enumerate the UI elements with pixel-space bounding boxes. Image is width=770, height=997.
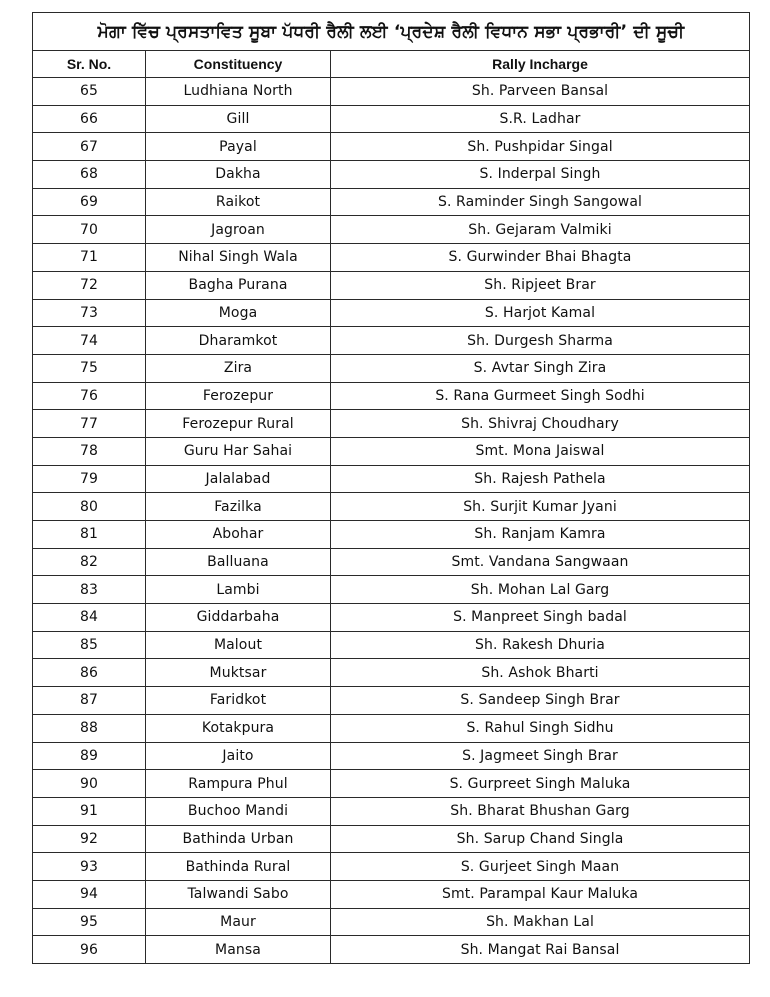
table-row [33,465,750,493]
rally-incharge-cell: Sh. Bharat Bhushan Garg [331,797,750,825]
rally-incharge-cell: Sh. Mangat Rai Bansal [331,936,750,964]
constituency-cell: Gill [146,105,331,133]
sr-no-cell: 72 [33,271,146,299]
sr-no-cell: 73 [33,299,146,327]
rally-incharge-cell: Sh. Makhan Lal [331,908,750,936]
constituency-cell: Talwandi Sabo [146,880,331,908]
table-row [33,271,750,299]
sr-no-cell: 91 [33,797,146,825]
constituency-cell: Faridkot [146,687,331,715]
table-row [33,327,750,355]
constituency-cell: Lambi [146,576,331,604]
sr-no-cell: 68 [33,161,146,189]
constituency-cell: Dakha [146,161,331,189]
sr-no-cell: 65 [33,78,146,106]
constituency-cell: Zira [146,354,331,382]
table-row [33,742,750,770]
rally-incharge-cell: S. Harjot Kamal [331,299,750,327]
rally-incharge-table [32,12,750,964]
table-row [33,853,750,881]
table-row [33,299,750,327]
table-row [33,382,750,410]
rally-incharge-cell: Sh. Rakesh Dhuria [331,631,750,659]
constituency-cell: Buchoo Mandi [146,797,331,825]
rally-incharge-cell: S. Manpreet Singh badal [331,604,750,632]
constituency-cell: Jaito [146,742,331,770]
table-row [33,936,750,964]
constituency-cell: Rampura Phul [146,770,331,798]
constituency-cell: Maur [146,908,331,936]
constituency-cell: Ferozepur [146,382,331,410]
sr-no-cell: 96 [33,936,146,964]
sr-no-cell: 79 [33,465,146,493]
table-row [33,631,750,659]
table-row [33,410,750,438]
rally-incharge-cell: S. Rana Gurmeet Singh Sodhi [331,382,750,410]
constituency-cell: Fazilka [146,493,331,521]
rally-incharge-cell: S. Inderpal Singh [331,161,750,189]
table-row [33,78,750,106]
rally-incharge-cell: S. Gurpreet Singh Maluka [331,770,750,798]
table-row [33,437,750,465]
sr-no-cell: 94 [33,880,146,908]
sr-no-cell: 70 [33,216,146,244]
constituency-cell: Jagroan [146,216,331,244]
constituency-cell: Balluana [146,548,331,576]
rally-incharge-cell: S. Rahul Singh Sidhu [331,714,750,742]
sr-no-cell: 85 [33,631,146,659]
constituency-cell: Bathinda Urban [146,825,331,853]
constituency-cell: Malout [146,631,331,659]
sr-no-cell: 84 [33,604,146,632]
rally-incharge-cell: S. Jagmeet Singh Brar [331,742,750,770]
constituency-cell: Jalalabad [146,465,331,493]
sr-no-cell: 89 [33,742,146,770]
rally-incharge-cell: Sh. Pushpidar Singal [331,133,750,161]
sr-no-cell: 75 [33,354,146,382]
rally-incharge-cell: Smt. Vandana Sangwaan [331,548,750,576]
sr-no-cell: 81 [33,521,146,549]
rally-incharge-cell: S. Sandeep Singh Brar [331,687,750,715]
sr-no-cell: 74 [33,327,146,355]
sr-no-cell: 82 [33,548,146,576]
constituency-cell: Kotakpura [146,714,331,742]
rally-incharge-cell: Sh. Ashok Bharti [331,659,750,687]
table-row [33,105,750,133]
constituency-cell: Mansa [146,936,331,964]
column-header-constituency: Constituency [146,51,331,78]
table-row [33,797,750,825]
constituency-cell: Giddarbaha [146,604,331,632]
sr-no-cell: 66 [33,105,146,133]
table-row [33,825,750,853]
rally-incharge-cell: Sh. Shivraj Choudhary [331,410,750,438]
rally-incharge-cell: Smt. Mona Jaiswal [331,437,750,465]
constituency-cell: Moga [146,299,331,327]
sr-no-cell: 88 [33,714,146,742]
rally-incharge-cell: Sh. Surjit Kumar Jyani [331,493,750,521]
table-row [33,548,750,576]
sr-no-cell: 93 [33,853,146,881]
rally-incharge-cell: Sh. Rajesh Pathela [331,465,750,493]
column-header-rally-incharge: Rally Incharge [331,51,750,78]
table-row [33,354,750,382]
sr-no-cell: 86 [33,659,146,687]
rally-incharge-cell: Sh. Parveen Bansal [331,78,750,106]
rally-incharge-cell: Sh. Ranjam Kamra [331,521,750,549]
rally-incharge-cell: S. Raminder Singh Sangowal [331,188,750,216]
sr-no-cell: 95 [33,908,146,936]
table-row [33,521,750,549]
sr-no-cell: 76 [33,382,146,410]
sr-no-cell: 69 [33,188,146,216]
table-row [33,576,750,604]
rally-incharge-cell: S. Gurwinder Bhai Bhagta [331,244,750,272]
sr-no-cell: 80 [33,493,146,521]
table-row [33,216,750,244]
rally-incharge-cell: Sh. Durgesh Sharma [331,327,750,355]
title-row [33,13,750,51]
sr-no-cell: 67 [33,133,146,161]
rally-incharge-cell: Sh. Ripjeet Brar [331,271,750,299]
table-row [33,714,750,742]
sr-no-cell: 71 [33,244,146,272]
document-title: ਮੋਗਾ ਵਿੱਚ ਪ੍ਰਸਤਾਵਿਤ ਸੂਬਾ ਪੱਧਰੀ ਰੈਲੀ ਲਈ ‘ਪ੍ਰਦੇਸ਼ ਰੈਲੀ ਵਿਧਾਨ ਸਭਾ ਪ੍ਰਭਾਰੀ’ ਦੀ ਸੂਚੀ [33,13,750,51]
table-row [33,244,750,272]
constituency-cell: Payal [146,133,331,161]
table-body [33,78,750,964]
table-row [33,770,750,798]
table-row [33,687,750,715]
constituency-cell: Nihal Singh Wala [146,244,331,272]
table-row [33,161,750,189]
table-row [33,604,750,632]
sr-no-cell: 83 [33,576,146,604]
column-header-sr-no: Sr. No. [33,51,146,78]
rally-incharge-cell: Sh. Mohan Lal Garg [331,576,750,604]
table-row [33,133,750,161]
rally-incharge-cell: S.R. Ladhar [331,105,750,133]
rally-incharge-cell: S. Avtar Singh Zira [331,354,750,382]
header-row [33,51,750,78]
table-row [33,493,750,521]
sr-no-cell: 78 [33,437,146,465]
constituency-cell: Muktsar [146,659,331,687]
constituency-cell: Ferozepur Rural [146,410,331,438]
constituency-cell: Abohar [146,521,331,549]
sr-no-cell: 87 [33,687,146,715]
sr-no-cell: 92 [33,825,146,853]
rally-incharge-cell: Sh. Sarup Chand Singla [331,825,750,853]
table-row [33,908,750,936]
constituency-cell: Bathinda Rural [146,853,331,881]
sr-no-cell: 77 [33,410,146,438]
constituency-cell: Ludhiana North [146,78,331,106]
constituency-cell: Raikot [146,188,331,216]
constituency-cell: Guru Har Sahai [146,437,331,465]
sr-no-cell: 90 [33,770,146,798]
table-row [33,880,750,908]
table-row [33,188,750,216]
rally-incharge-cell: S. Gurjeet Singh Maan [331,853,750,881]
rally-incharge-cell: Sh. Gejaram Valmiki [331,216,750,244]
constituency-cell: Bagha Purana [146,271,331,299]
table-row [33,659,750,687]
rally-incharge-cell: Smt. Parampal Kaur Maluka [331,880,750,908]
constituency-cell: Dharamkot [146,327,331,355]
